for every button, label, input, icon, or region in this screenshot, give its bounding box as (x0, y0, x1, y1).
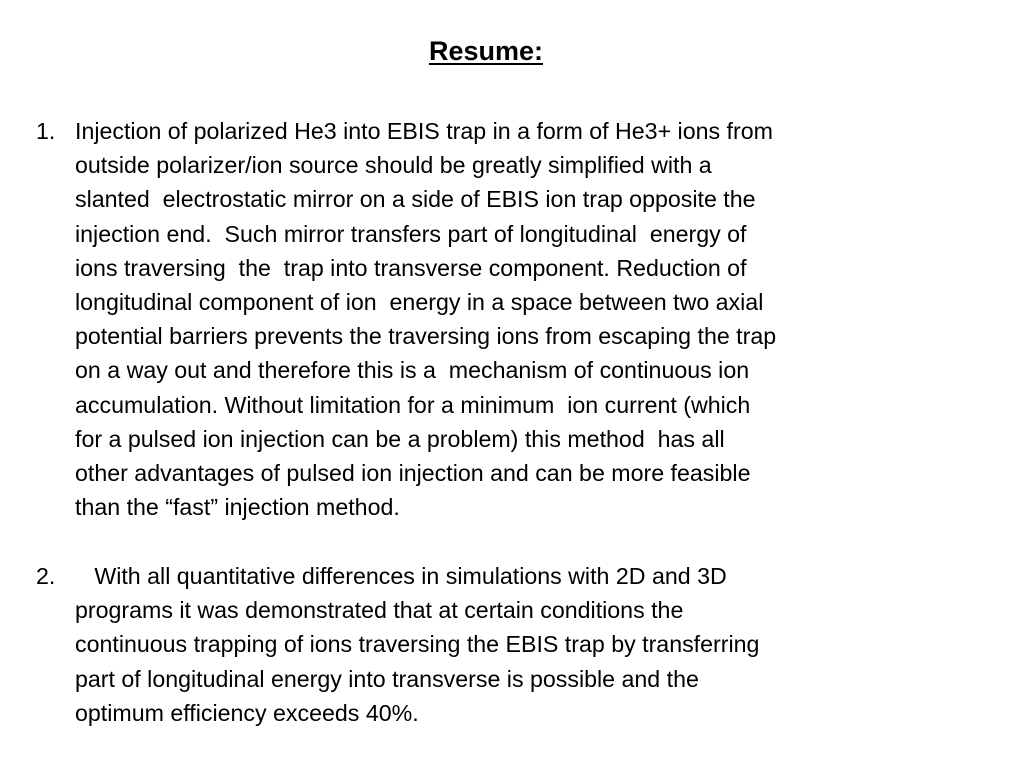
list-item-1 (0, 114, 776, 524)
list-item-text-line: programs it was demonstrated that at certain conditions the (75, 597, 684, 624)
list-item-number: 1. (36, 118, 56, 144)
list-item-text-line: longitudinal component of ion energy in a space between two axial (75, 289, 764, 316)
list-item-text-line: continuous trapping of ions traversing the EBIS trap by transferring (75, 631, 760, 658)
list-item-text-line: injection end. Such mirror transfers part of longitudinal energy of (75, 220, 747, 247)
list-item-text-line: potential barriers prevents the traversing ions from escaping the trap (75, 323, 777, 350)
list-item-text-line: other advantages of pulsed ion injection and can be more feasible (75, 460, 751, 487)
slide-title: Resume: (428, 36, 544, 66)
list-item-text-line: for a pulsed ion injection can be a problem) this method has all (75, 425, 725, 452)
list-item-number: 2. (36, 563, 56, 589)
list-item-text-line: outside polarizer/ion source should be greatly simplified with a (75, 152, 712, 179)
list-item-text-line: accumulation. Without limitation for a minimum ion current (which (75, 391, 751, 418)
list-item-text-line: ions traversing the trap into transverse component. Reduction of (75, 254, 747, 281)
list-item-text-line: part of longitudinal energy into transverse is possible and the (75, 665, 699, 692)
list-item-text-line: Injection of polarized He3 into EBIS trap in a form of He3+ ions from (75, 118, 773, 144)
list-item-text-line: than the “fast” injection method. (75, 494, 400, 521)
list-item-text-line: optimum efficiency exceeds 40%. (75, 699, 419, 726)
list-item-text-line: With all quantitative differences in simulations with 2D and 3D (75, 563, 727, 589)
list-item-text-line: slanted electrostatic mirror on a side of EBIS ion trap opposite the (75, 186, 756, 213)
list-item-2 (0, 559, 759, 730)
list-item-text-line: on a way out and therefore this is a mechanism of continuous ion (75, 357, 750, 384)
